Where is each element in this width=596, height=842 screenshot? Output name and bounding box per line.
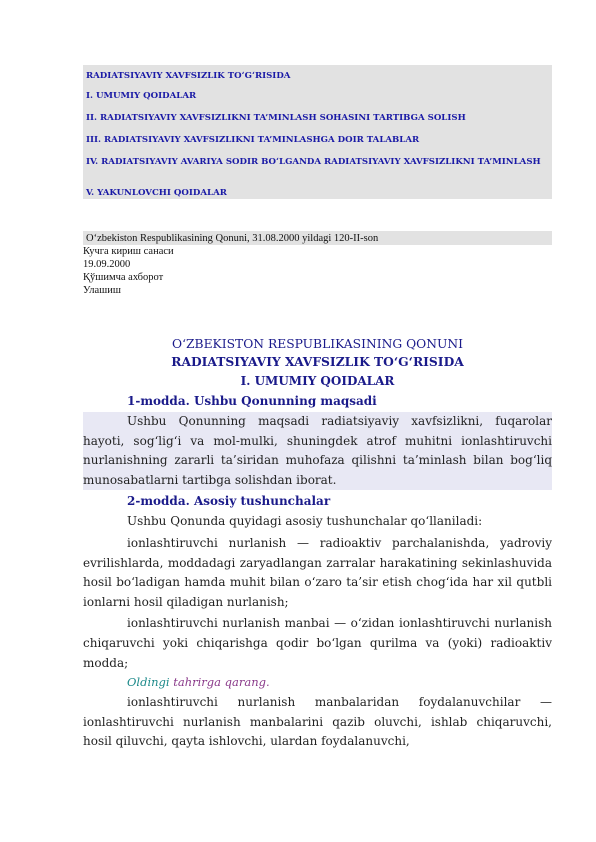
article-1-heading: 1-modda. Ushbu Qonunning maqsadi [127, 394, 377, 408]
definition-paragraph: ionlashtiruvchi nurlanish manbai — o‘zidan ionlashtiruvchi nurlanish chiqaruvchi yoki chiqarishga qodir bo‘lgan qurilma va (yoki) radioaktiv modda; [83, 616, 552, 670]
previous-edition-note [83, 673, 552, 691]
table-of-contents [83, 65, 552, 199]
document-source: O‘zbekiston Respublikasining Qonuni, 31.08.2000 yildagi 120-II-son [83, 231, 552, 245]
section-heading: I. UMUMIY QOIDALAR [240, 374, 395, 388]
law-title: RADIATSIYAVIY XAVFSIZLIK TO‘G‘RISIDA [171, 354, 464, 369]
toc-link-section-5[interactable]: V. YAKUNLOVCHI QOIDALAR [86, 188, 227, 198]
toc-link-title[interactable]: RADIATSIYAVIY XAVFSIZLIK TO‘G‘RISIDA [86, 71, 291, 81]
toc-link-section-4[interactable]: IV. RADIATSIYAVIY AVARIYA SODIR BO‘LGANDA RADIATSIYAVIY XAVFSIZLIKNI TA’MINLASH [86, 157, 541, 167]
extra-info-link[interactable]: Қўшимча ахборот [83, 272, 164, 283]
article-2-heading: 2-modda. Asosiy tushunchalar [127, 494, 331, 509]
effective-date-label: Кучга кириш санаси [83, 246, 174, 257]
law-heading: O‘ZBEKISTON RESPUBLIKASINING QONUNI [172, 337, 463, 351]
document-body [83, 335, 552, 752]
definition-paragraph: ionlashtiruvchi nurlanish — radioaktiv parchalanishda, yadroviy evrilishlarda, moddadagi zaryadlangan zarralar harakatining sekinlashuvida hosil bo‘ladigan hamda muhit bilan o‘zaro ta’sir etish chog‘ida har xil qutbli ionlarni hosil qiladigan nurlanish; [83, 535, 552, 609]
previous-edition-text: tahrirga qarang. [169, 675, 270, 690]
toc-link-section-2[interactable]: II. RADIATSIYAVIY XAVFSIZLIKNI TA’MINLASH SOHASINI TARTIBGA SOLISH [86, 113, 466, 123]
article-2-intro: Ushbu Qonunda quyidagi asosiy tushunchalar qo‘llaniladi: [127, 514, 483, 529]
toc-link-section-1[interactable]: I. UMUMIY QOIDALAR [86, 91, 197, 101]
share-link[interactable]: Улашиш [83, 285, 121, 296]
effective-date-value: 19.09.2000 [83, 259, 131, 270]
definition-paragraph: ionlashtiruvchi nurlanish manbalaridan foydalanuvchilar — ionlashtiruvchi nurlanish manbalarini qazib oluvchi, ishlab chiqaruvchi, hosil qiluvchi, qayta ishlovchi, ulardan foydalanuvchi, [83, 695, 552, 749]
previous-edition-link[interactable]: Oldingi [127, 675, 170, 690]
article-1-text: Ushbu Qonunning maqsadi radiatsiyaviy xavfsizlikni, fuqarolar hayoti, sog‘lig‘i va mol-mulki, shuningdek atrof muhitni ionlashtiruvchi nurlanishning zararli ta’siridan muhofaza qilishni ta’minlash bilan bog‘liq munosabatlarni tartibga solishdan iborat. [83, 412, 552, 490]
toc-link-section-3[interactable]: III. RADIATSIYAVIY XAVFSIZLIKNI TA’MINLASHGA DOIR TALABLAR [86, 135, 420, 145]
document-metadata [83, 231, 552, 297]
